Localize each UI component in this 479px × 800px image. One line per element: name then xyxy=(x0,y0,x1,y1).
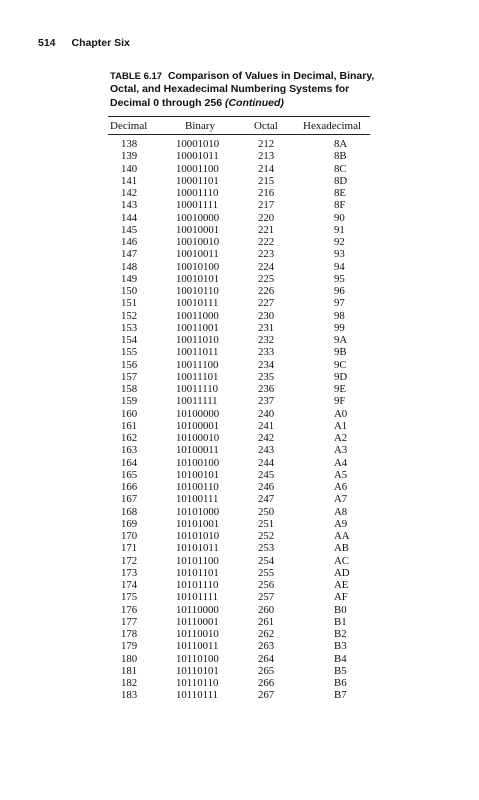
cell-decimal: 144 xyxy=(121,211,138,224)
table-row xyxy=(0,285,479,297)
cell-octal: 243 xyxy=(258,444,275,457)
cell-octal: 257 xyxy=(258,591,275,604)
cell-binary: 10010000 xyxy=(176,211,220,224)
cell-binary: 10101010 xyxy=(176,530,220,542)
cell-binary: 10110100 xyxy=(176,652,219,665)
cell-hexadecimal: 9B xyxy=(334,346,347,359)
cell-binary: 10101001 xyxy=(176,517,220,530)
cell-decimal: 142 xyxy=(121,187,138,199)
cell-decimal: 154 xyxy=(121,334,138,346)
table-row xyxy=(0,224,479,236)
table-row xyxy=(0,567,479,579)
cell-hexadecimal: AD xyxy=(334,566,350,579)
cell-octal: 255 xyxy=(258,566,275,579)
cell-decimal: 163 xyxy=(121,444,138,457)
cell-binary: 10110110 xyxy=(176,677,219,689)
cell-binary: 10011011 xyxy=(176,346,219,359)
cell-binary: 10010001 xyxy=(176,223,220,236)
table-row xyxy=(0,138,479,150)
table-row xyxy=(0,616,479,628)
table-row xyxy=(0,273,479,285)
cell-decimal: 145 xyxy=(121,223,138,236)
cell-octal: 247 xyxy=(258,493,275,506)
cell-decimal: 179 xyxy=(121,640,138,653)
cell-octal: 215 xyxy=(258,174,275,187)
cell-hexadecimal: 93 xyxy=(334,248,345,261)
cell-binary: 10100111 xyxy=(176,493,219,506)
cell-octal: 223 xyxy=(258,248,275,261)
table-row xyxy=(0,359,479,371)
table-row xyxy=(0,371,479,383)
cell-octal: 217 xyxy=(258,199,275,212)
page-number: 514 xyxy=(38,37,56,49)
cell-octal: 214 xyxy=(258,162,275,175)
cell-octal: 261 xyxy=(258,615,275,628)
cell-octal: 263 xyxy=(258,640,275,653)
cell-hexadecimal: 95 xyxy=(334,272,345,285)
table-row xyxy=(0,432,479,444)
cell-hexadecimal: B5 xyxy=(334,664,347,677)
table-row xyxy=(0,481,479,493)
table-row xyxy=(0,346,479,358)
cell-octal: 245 xyxy=(258,468,275,481)
cell-decimal: 171 xyxy=(121,542,138,555)
table-row xyxy=(0,248,479,260)
cell-octal: 224 xyxy=(258,260,275,273)
cell-decimal: 155 xyxy=(121,346,138,359)
cell-binary: 10010100 xyxy=(176,260,220,273)
table-row xyxy=(0,530,479,542)
cell-hexadecimal: 8F xyxy=(334,199,346,212)
cell-hexadecimal: A7 xyxy=(334,493,348,506)
cell-binary: 10011010 xyxy=(176,334,219,346)
table-row xyxy=(0,334,479,346)
cell-hexadecimal: A6 xyxy=(334,481,348,493)
table-caption xyxy=(110,70,380,110)
cell-binary: 10110001 xyxy=(176,615,219,628)
cell-decimal: 147 xyxy=(121,248,138,261)
cell-hexadecimal: AA xyxy=(334,530,350,542)
cell-octal: 221 xyxy=(258,223,275,236)
running-head xyxy=(38,37,130,49)
cell-decimal: 149 xyxy=(121,272,138,285)
cell-binary: 10110111 xyxy=(176,689,218,702)
cell-hexadecimal: B6 xyxy=(334,677,347,689)
cell-decimal: 143 xyxy=(121,199,138,212)
table-row xyxy=(0,506,479,518)
cell-hexadecimal: A8 xyxy=(334,505,348,518)
cell-hexadecimal: B0 xyxy=(334,603,347,616)
cell-binary: 10001101 xyxy=(176,174,219,187)
cell-decimal: 161 xyxy=(121,419,138,432)
table-row xyxy=(0,604,479,616)
cell-octal: 244 xyxy=(258,456,275,469)
cell-hexadecimal: 94 xyxy=(334,260,345,273)
cell-binary: 10101110 xyxy=(176,579,219,591)
cell-decimal: 164 xyxy=(121,456,138,469)
cell-binary: 10100110 xyxy=(176,481,219,493)
cell-decimal: 153 xyxy=(121,321,138,334)
table-row xyxy=(0,493,479,505)
cell-decimal: 167 xyxy=(121,493,138,506)
cell-binary: 10100000 xyxy=(176,407,220,420)
cell-octal: 220 xyxy=(258,211,275,224)
cell-octal: 241 xyxy=(258,419,275,432)
cell-octal: 213 xyxy=(258,150,275,163)
cell-decimal: 169 xyxy=(121,517,138,530)
cell-binary: 10010111 xyxy=(176,297,219,310)
cell-hexadecimal: 9D xyxy=(334,370,348,383)
cell-decimal: 141 xyxy=(121,174,138,187)
cell-hexadecimal: 8D xyxy=(334,174,348,187)
cell-octal: 216 xyxy=(258,187,275,199)
cell-octal: 265 xyxy=(258,664,275,677)
cell-decimal: 157 xyxy=(121,370,138,383)
cell-octal: 226 xyxy=(258,285,275,297)
cell-octal: 262 xyxy=(258,628,275,640)
cell-decimal: 173 xyxy=(121,566,138,579)
chapter-title: Chapter Six xyxy=(71,37,130,49)
cell-decimal: 152 xyxy=(121,309,138,322)
cell-decimal: 140 xyxy=(121,162,138,175)
cell-hexadecimal: 8C xyxy=(334,162,347,175)
cell-decimal: 181 xyxy=(121,664,138,677)
cell-hexadecimal: 96 xyxy=(334,285,345,297)
cell-binary: 10100011 xyxy=(176,444,219,457)
cell-hexadecimal: 9C xyxy=(334,358,347,371)
cell-octal: 212 xyxy=(258,138,275,150)
cell-binary: 10011101 xyxy=(176,370,219,383)
cell-binary: 10110011 xyxy=(176,640,219,653)
cell-hexadecimal: 9E xyxy=(334,383,346,395)
cell-binary: 10001010 xyxy=(176,138,220,150)
cell-octal: 256 xyxy=(258,579,275,591)
cell-decimal: 177 xyxy=(121,615,138,628)
cell-octal: 253 xyxy=(258,542,275,555)
cell-decimal: 174 xyxy=(121,579,138,591)
cell-decimal: 165 xyxy=(121,468,138,481)
cell-octal: 252 xyxy=(258,530,275,542)
cell-hexadecimal: 8A xyxy=(334,138,348,150)
cell-decimal: 180 xyxy=(121,652,138,665)
cell-binary: 10101011 xyxy=(176,542,219,555)
table-row xyxy=(0,665,479,677)
cell-hexadecimal: 8E xyxy=(334,187,346,199)
table-row xyxy=(0,542,479,554)
cell-binary: 10011100 xyxy=(176,358,219,371)
cell-octal: 237 xyxy=(258,395,275,408)
table-title: Comparison of Values in Decimal, Binary, Octal, and Hexadecimal Numbering Systems for Decimal 0 through 256 xyxy=(110,70,375,109)
cell-octal: 234 xyxy=(258,358,275,371)
cell-hexadecimal: B2 xyxy=(334,628,347,640)
cell-hexadecimal: B1 xyxy=(334,615,347,628)
cell-hexadecimal: A3 xyxy=(334,444,348,457)
table-row xyxy=(0,322,479,334)
table-row xyxy=(0,677,479,689)
column-header-decimal: Decimal xyxy=(110,120,148,132)
cell-binary: 10100010 xyxy=(176,432,220,444)
cell-binary: 10110000 xyxy=(176,603,219,616)
cell-binary: 10001011 xyxy=(176,150,219,163)
cell-hexadecimal: B4 xyxy=(334,652,347,665)
cell-binary: 10101000 xyxy=(176,505,220,518)
table-row xyxy=(0,628,479,640)
cell-decimal: 182 xyxy=(121,677,138,689)
table-row xyxy=(0,420,479,432)
cell-hexadecimal: 98 xyxy=(334,309,345,322)
table-row xyxy=(0,297,479,309)
cell-decimal: 176 xyxy=(121,603,138,616)
cell-octal: 250 xyxy=(258,505,275,518)
cell-hexadecimal: 9F xyxy=(334,395,346,408)
cell-octal: 235 xyxy=(258,370,275,383)
cell-octal: 222 xyxy=(258,236,275,248)
cell-decimal: 159 xyxy=(121,395,138,408)
table-row xyxy=(0,236,479,248)
cell-binary: 10011000 xyxy=(176,309,219,322)
cell-hexadecimal: A9 xyxy=(334,517,348,530)
cell-octal: 230 xyxy=(258,309,275,322)
cell-hexadecimal: A1 xyxy=(334,419,348,432)
cell-octal: 240 xyxy=(258,407,275,420)
cell-hexadecimal: AC xyxy=(334,554,349,567)
table-continued: (Continued) xyxy=(224,96,284,109)
table-row xyxy=(0,163,479,175)
cell-binary: 10100001 xyxy=(176,419,220,432)
table-row xyxy=(0,689,479,701)
cell-hexadecimal: A4 xyxy=(334,456,348,469)
cell-binary: 10001110 xyxy=(176,187,219,199)
table-row xyxy=(0,175,479,187)
table-row xyxy=(0,518,479,530)
cell-decimal: 146 xyxy=(121,236,138,248)
cell-decimal: 170 xyxy=(121,530,138,542)
cell-decimal: 148 xyxy=(121,260,138,273)
table-row xyxy=(0,469,479,481)
cell-octal: 225 xyxy=(258,272,275,285)
cell-hexadecimal: 8B xyxy=(334,150,347,163)
cell-hexadecimal: 99 xyxy=(334,321,345,334)
cell-decimal: 158 xyxy=(121,383,138,395)
column-header-octal: Octal xyxy=(254,120,278,132)
cell-hexadecimal: 9A xyxy=(334,334,348,346)
cell-hexadecimal: 91 xyxy=(334,223,345,236)
table-row xyxy=(0,653,479,665)
cell-octal: 246 xyxy=(258,481,275,493)
cell-hexadecimal: 90 xyxy=(334,211,345,224)
cell-decimal: 150 xyxy=(121,285,138,297)
table-row xyxy=(0,640,479,652)
cell-binary: 10010101 xyxy=(176,272,220,285)
table-row xyxy=(0,187,479,199)
cell-octal: 260 xyxy=(258,603,275,616)
table-row xyxy=(0,457,479,469)
cell-binary: 10100101 xyxy=(176,468,220,481)
cell-hexadecimal: AF xyxy=(334,591,348,604)
cell-binary: 10101100 xyxy=(176,554,219,567)
table-top-rule xyxy=(108,116,370,117)
cell-octal: 266 xyxy=(258,677,275,689)
table-row xyxy=(0,150,479,162)
cell-hexadecimal: A2 xyxy=(334,432,348,444)
table-row xyxy=(0,261,479,273)
cell-octal: 251 xyxy=(258,517,275,530)
cell-binary: 10001111 xyxy=(176,199,218,212)
cell-binary: 10100100 xyxy=(176,456,220,469)
cell-hexadecimal: A5 xyxy=(334,468,348,481)
table-row xyxy=(0,212,479,224)
cell-decimal: 168 xyxy=(121,505,138,518)
cell-binary: 10101111 xyxy=(176,591,218,604)
cell-binary: 10001100 xyxy=(176,162,219,175)
table-row xyxy=(0,395,479,407)
cell-octal: 233 xyxy=(258,346,275,359)
cell-decimal: 162 xyxy=(121,432,138,444)
cell-decimal: 183 xyxy=(121,689,138,702)
column-header-hexadecimal: Hexadecimal xyxy=(303,120,362,132)
cell-decimal: 156 xyxy=(121,358,138,371)
cell-octal: 231 xyxy=(258,321,275,334)
table-row xyxy=(0,383,479,395)
cell-hexadecimal: AE xyxy=(334,579,349,591)
cell-binary: 10010011 xyxy=(176,248,219,261)
cell-decimal: 151 xyxy=(121,297,138,310)
table-row xyxy=(0,591,479,603)
cell-binary: 10011110 xyxy=(176,383,218,395)
cell-decimal: 160 xyxy=(121,407,138,420)
table-row xyxy=(0,310,479,322)
cell-octal: 232 xyxy=(258,334,275,346)
cell-decimal: 172 xyxy=(121,554,138,567)
cell-binary: 10010010 xyxy=(176,236,220,248)
table-row xyxy=(0,579,479,591)
cell-hexadecimal: AB xyxy=(334,542,349,555)
cell-hexadecimal: B7 xyxy=(334,689,347,702)
cell-binary: 10010110 xyxy=(176,285,219,297)
cell-octal: 227 xyxy=(258,297,275,310)
cell-hexadecimal: 92 xyxy=(334,236,345,248)
cell-hexadecimal: 97 xyxy=(334,297,345,310)
cell-binary: 10101101 xyxy=(176,566,219,579)
cell-hexadecimal: B3 xyxy=(334,640,347,653)
table-row xyxy=(0,555,479,567)
cell-hexadecimal: A0 xyxy=(334,407,348,420)
table-row xyxy=(0,199,479,211)
cell-binary: 10011001 xyxy=(176,321,219,334)
cell-octal: 236 xyxy=(258,383,275,395)
cell-binary: 10110101 xyxy=(176,664,219,677)
cell-decimal: 178 xyxy=(121,628,138,640)
cell-decimal: 166 xyxy=(121,481,138,493)
cell-binary: 10011111 xyxy=(176,395,218,408)
cell-decimal: 138 xyxy=(121,138,138,150)
table-header-rule xyxy=(108,134,370,135)
cell-decimal: 139 xyxy=(121,150,138,163)
table-label: TABLE 6.17 xyxy=(110,71,163,82)
cell-octal: 267 xyxy=(258,689,275,702)
cell-octal: 254 xyxy=(258,554,275,567)
table-row xyxy=(0,444,479,456)
cell-octal: 242 xyxy=(258,432,275,444)
cell-octal: 264 xyxy=(258,652,275,665)
cell-decimal: 175 xyxy=(121,591,138,604)
column-header-binary: Binary xyxy=(185,120,215,132)
table-body xyxy=(0,138,479,702)
table-row xyxy=(0,408,479,420)
cell-binary: 10110010 xyxy=(176,628,219,640)
